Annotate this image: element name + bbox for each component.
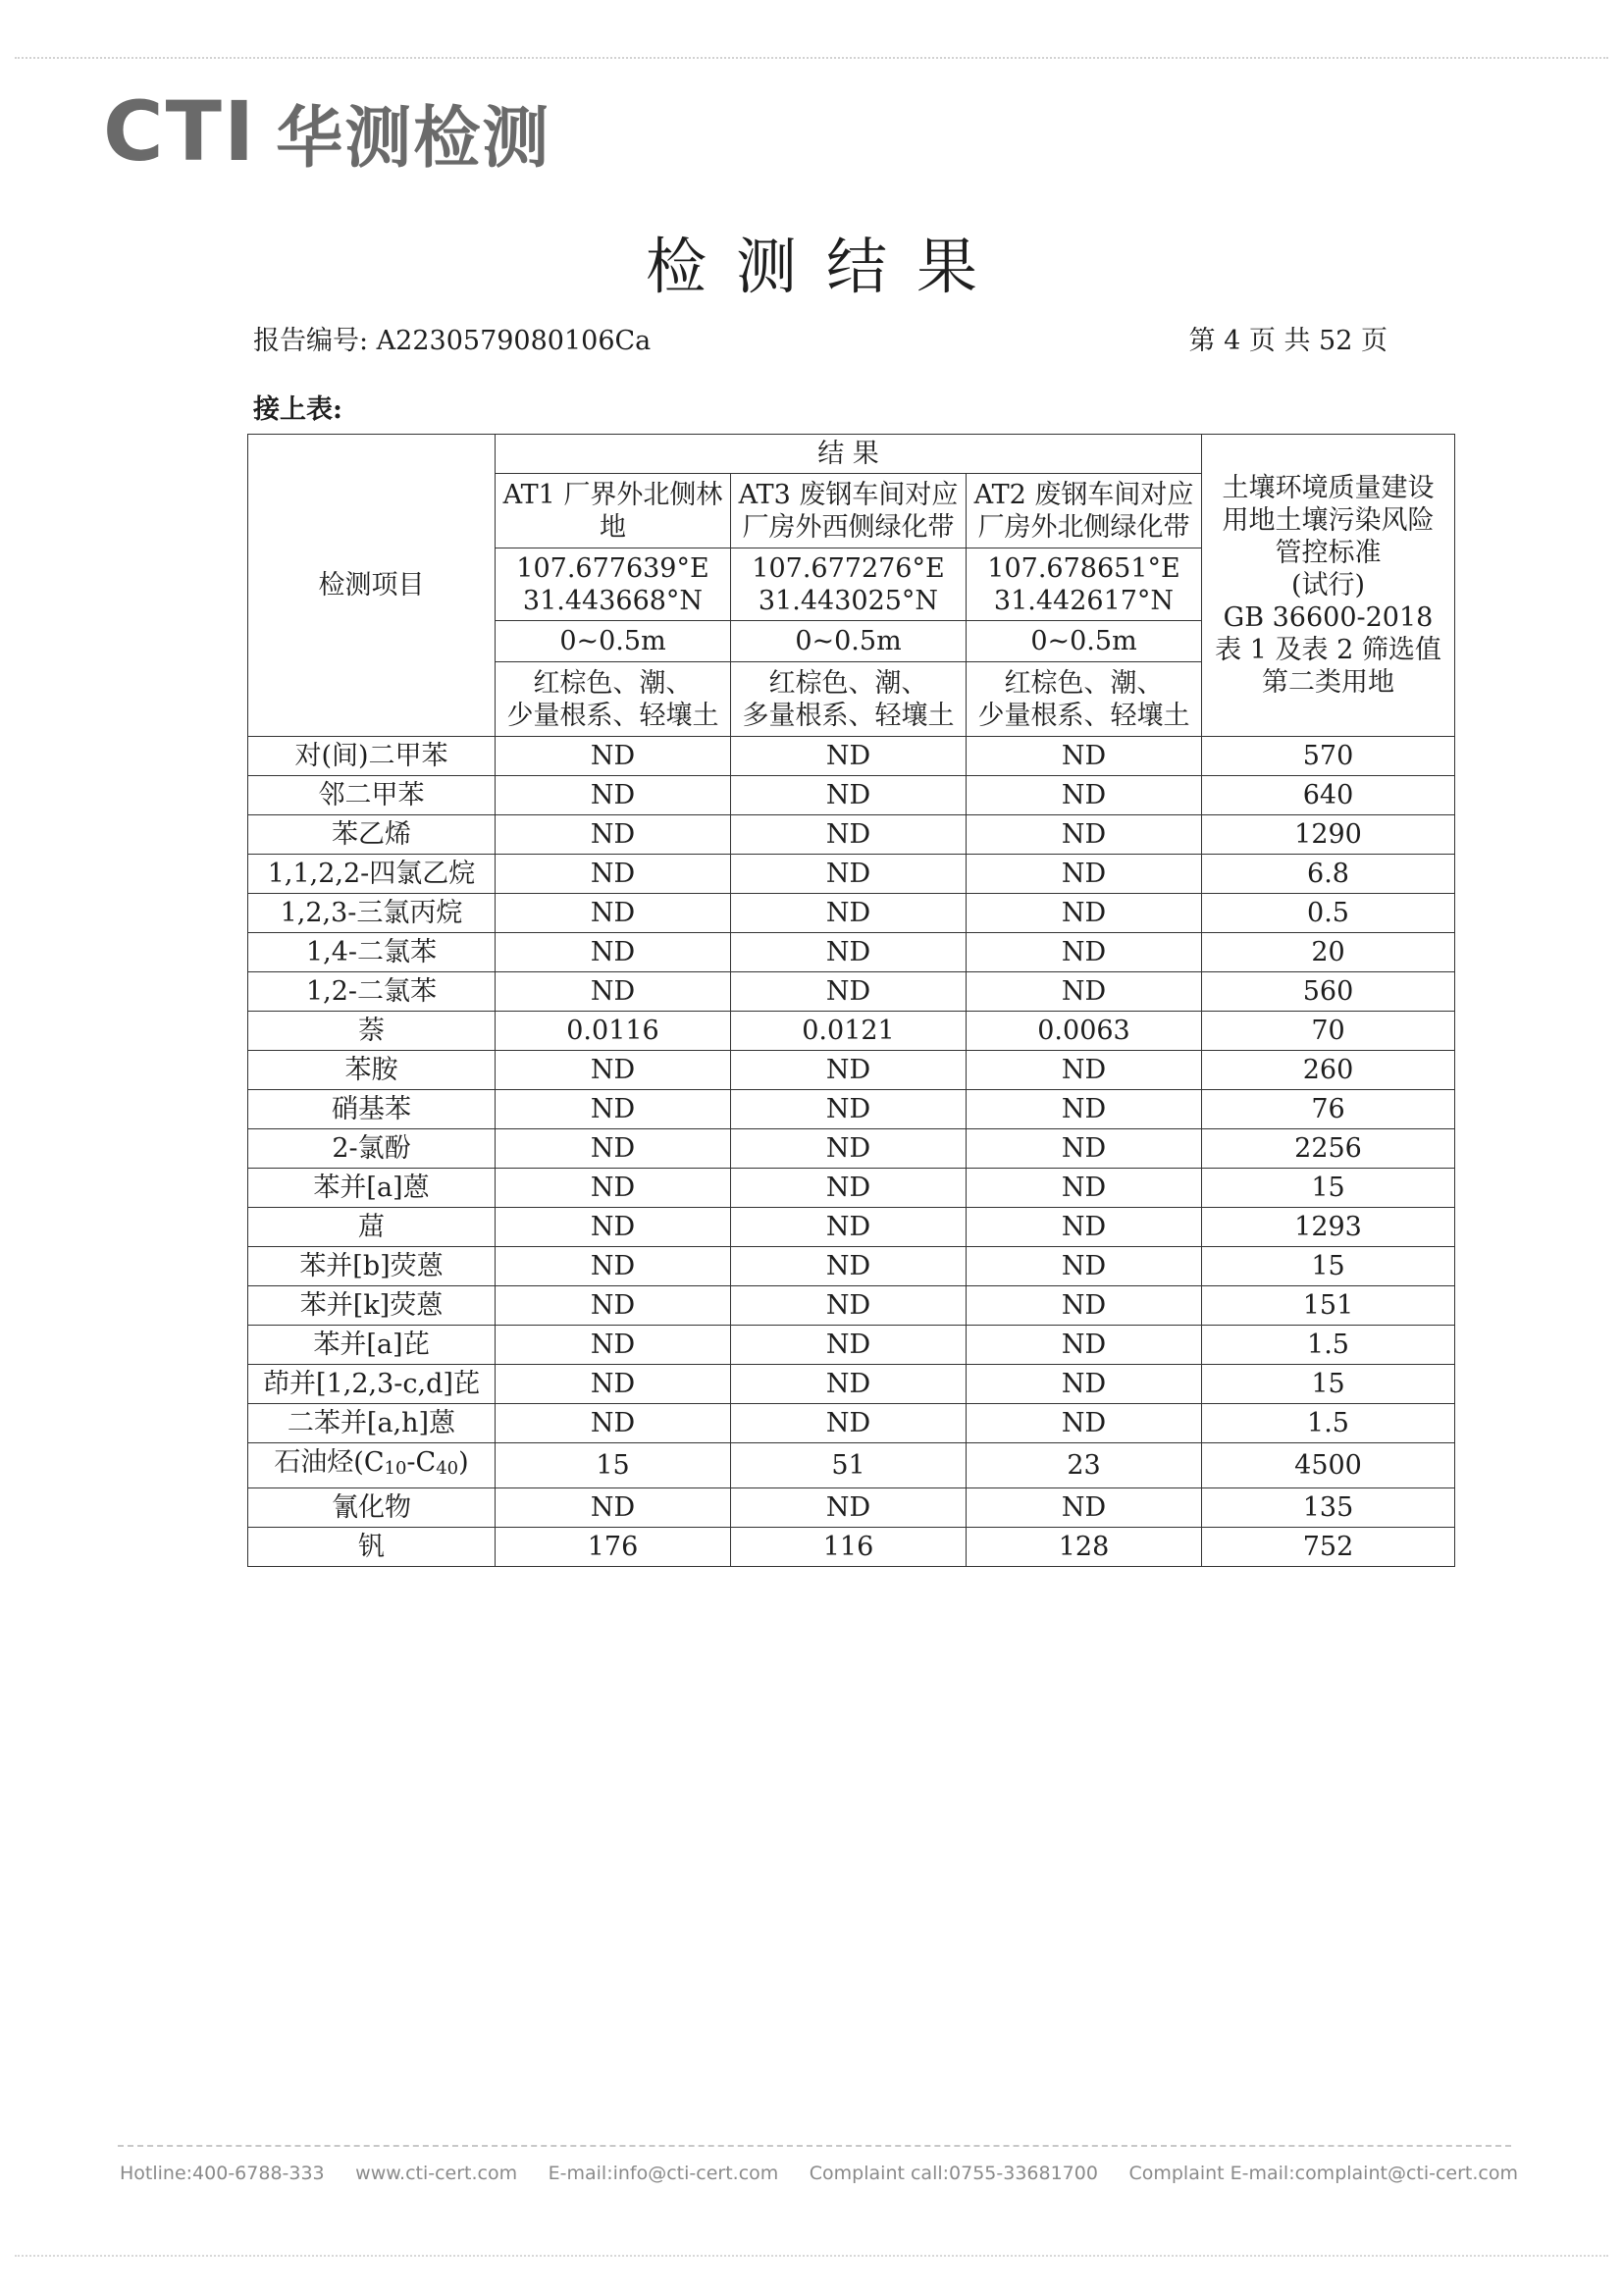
item-name: 茚并[1,2,3-c,d]芘 <box>248 1365 496 1404</box>
page-title: 检测结果 <box>645 231 1007 302</box>
result-value: ND <box>496 737 731 776</box>
standard-value: 752 <box>1202 1528 1455 1567</box>
result-value: ND <box>967 894 1202 933</box>
item-name: 苯并[b]荧蒽 <box>248 1247 496 1286</box>
footer-hotline: Hotline:400-6788-333 <box>120 2163 325 2184</box>
site-depth: 0~0.5m <box>731 621 967 662</box>
standard-value: 4500 <box>1202 1443 1455 1488</box>
result-value: ND <box>731 1286 967 1326</box>
table-row <box>248 1208 1455 1247</box>
site-description: 红棕色、潮、 少量根系、轻壤土 <box>496 662 731 737</box>
logo-cti-text: CTI <box>103 83 257 180</box>
logo-cn-text: 华测检测 <box>276 100 551 178</box>
item-name: 硝基苯 <box>248 1090 496 1129</box>
result-value: ND <box>496 1090 731 1129</box>
result-value: ND <box>967 1286 1202 1326</box>
item-name: 萘 <box>248 1012 496 1051</box>
result-value: ND <box>967 1208 1202 1247</box>
result-value: ND <box>731 894 967 933</box>
result-value: ND <box>731 1169 967 1208</box>
standard-value: 15 <box>1202 1169 1455 1208</box>
result-value: 0.0063 <box>967 1012 1202 1051</box>
result-value: ND <box>967 1404 1202 1443</box>
site-coords: 107.677639°E 31.443668°N <box>496 548 731 621</box>
result-value: 0.0116 <box>496 1012 731 1051</box>
standard-value: 1.5 <box>1202 1404 1455 1443</box>
standard-value: 640 <box>1202 776 1455 815</box>
page-number: 第 4 页 共 52 页 <box>1188 326 1387 356</box>
result-value: ND <box>731 855 967 894</box>
site-coords: 107.678651°E 31.442617°N <box>967 548 1202 621</box>
item-name: 2-氯酚 <box>248 1129 496 1169</box>
standard-value: 6.8 <box>1202 855 1455 894</box>
footer-divider <box>118 2145 1511 2147</box>
footer-complaint-call: Complaint call:0755-33681700 <box>809 2163 1098 2184</box>
standard-value: 70 <box>1202 1012 1455 1051</box>
result-value: ND <box>731 1365 967 1404</box>
table-row <box>248 1443 1455 1488</box>
item-name: 苯并[k]荧蒽 <box>248 1286 496 1326</box>
standard-value: 135 <box>1202 1488 1455 1528</box>
result-value: ND <box>967 855 1202 894</box>
item-name: 邻二甲苯 <box>248 776 496 815</box>
result-value: ND <box>496 1208 731 1247</box>
result-value: ND <box>731 1129 967 1169</box>
standard-value: 560 <box>1202 972 1455 1012</box>
result-value: ND <box>967 1169 1202 1208</box>
result-value: 51 <box>731 1443 967 1488</box>
results-header: 结 果 <box>496 435 1202 474</box>
result-value: ND <box>496 1404 731 1443</box>
result-value: ND <box>496 1247 731 1286</box>
item-name: 二苯并[a,h]蒽 <box>248 1404 496 1443</box>
result-value: ND <box>731 933 967 972</box>
company-logo <box>103 83 551 180</box>
result-value: ND <box>967 1090 1202 1129</box>
table-row <box>248 1365 1455 1404</box>
site-name: AT1 厂界外北侧林 地 <box>496 474 731 548</box>
standard-value: 1290 <box>1202 815 1455 855</box>
result-value: ND <box>496 1051 731 1090</box>
table-row <box>248 1286 1455 1326</box>
result-value: ND <box>496 776 731 815</box>
top-divider <box>15 57 1608 59</box>
table-row <box>248 1129 1455 1169</box>
result-value: ND <box>496 1286 731 1326</box>
standard-value: 76 <box>1202 1090 1455 1129</box>
result-value: 0.0121 <box>731 1012 967 1051</box>
result-value: ND <box>496 1365 731 1404</box>
result-value: ND <box>731 1326 967 1365</box>
item-name: 钒 <box>248 1528 496 1567</box>
result-value: 23 <box>967 1443 1202 1488</box>
result-value: 176 <box>496 1528 731 1567</box>
result-value: ND <box>496 972 731 1012</box>
table-row <box>248 1326 1455 1365</box>
result-value: ND <box>731 1208 967 1247</box>
result-value: ND <box>731 815 967 855</box>
result-value: ND <box>496 1129 731 1169</box>
standard-value: 260 <box>1202 1051 1455 1090</box>
result-value: ND <box>496 933 731 972</box>
table-row <box>248 855 1455 894</box>
site-depth: 0~0.5m <box>496 621 731 662</box>
item-name: 苯胺 <box>248 1051 496 1090</box>
item-header: 检测项目 <box>248 435 496 737</box>
standard-value: 151 <box>1202 1286 1455 1326</box>
result-value: ND <box>496 815 731 855</box>
footer-complaint-email: Complaint E-mail:complaint@cti-cert.com <box>1128 2163 1518 2184</box>
standard-value: 1293 <box>1202 1208 1455 1247</box>
site-depth: 0~0.5m <box>967 621 1202 662</box>
result-value: ND <box>967 1129 1202 1169</box>
item-name: 石油烃(C10-C40) <box>248 1443 496 1488</box>
table-row <box>248 815 1455 855</box>
result-value: ND <box>731 737 967 776</box>
table-row <box>248 1051 1455 1090</box>
site-name: AT3 废钢车间对应 厂房外西侧绿化带 <box>731 474 967 548</box>
report-number: 报告编号: A2230579080106Ca <box>253 326 652 356</box>
result-value: ND <box>731 776 967 815</box>
table-row <box>248 776 1455 815</box>
table-row <box>248 1528 1455 1567</box>
item-name: 苯并[a]蒽 <box>248 1169 496 1208</box>
result-value: ND <box>496 855 731 894</box>
standard-value: 15 <box>1202 1365 1455 1404</box>
standard-value: 1.5 <box>1202 1326 1455 1365</box>
result-value: ND <box>731 1247 967 1286</box>
result-value: ND <box>967 1326 1202 1365</box>
result-value: 116 <box>731 1528 967 1567</box>
table-row <box>248 933 1455 972</box>
item-name: 苯乙烯 <box>248 815 496 855</box>
item-name: 氰化物 <box>248 1488 496 1528</box>
table-row <box>248 737 1455 776</box>
result-value: ND <box>967 972 1202 1012</box>
standard-value: 2256 <box>1202 1129 1455 1169</box>
result-value: 15 <box>496 1443 731 1488</box>
result-value: ND <box>496 1326 731 1365</box>
result-value: ND <box>967 1051 1202 1090</box>
result-value: ND <box>967 776 1202 815</box>
site-description: 红棕色、潮、 少量根系、轻壤土 <box>967 662 1202 737</box>
continued-label: 接上表: <box>253 394 342 425</box>
item-name: 对(间)二甲苯 <box>248 737 496 776</box>
site-coords: 107.677276°E 31.443025°N <box>731 548 967 621</box>
result-value: ND <box>496 1169 731 1208</box>
result-value: ND <box>967 933 1202 972</box>
site-description: 红棕色、潮、 多量根系、轻壤土 <box>731 662 967 737</box>
result-value: 128 <box>967 1528 1202 1567</box>
table-row <box>248 1247 1455 1286</box>
result-value: ND <box>731 1051 967 1090</box>
result-value: ND <box>731 1404 967 1443</box>
standard-value: 15 <box>1202 1247 1455 1286</box>
result-value: ND <box>967 1488 1202 1528</box>
bottom-divider <box>15 2255 1608 2257</box>
result-value: ND <box>731 1090 967 1129</box>
footer <box>120 2163 1518 2184</box>
site-name: AT2 废钢车间对应 厂房外北侧绿化带 <box>967 474 1202 548</box>
result-value: ND <box>731 1488 967 1528</box>
table-row <box>248 1488 1455 1528</box>
result-value: ND <box>496 1488 731 1528</box>
footer-website: www.cti-cert.com <box>355 2163 518 2184</box>
result-value: ND <box>967 815 1202 855</box>
table-row <box>248 1012 1455 1051</box>
table-row <box>248 894 1455 933</box>
table-row <box>248 1090 1455 1129</box>
item-name: 1,2-二氯苯 <box>248 972 496 1012</box>
result-value: ND <box>967 1365 1202 1404</box>
results-table <box>247 434 1455 1567</box>
result-value: ND <box>731 972 967 1012</box>
item-name: 1,1,2,2-四氯乙烷 <box>248 855 496 894</box>
table-row <box>248 1169 1455 1208</box>
item-name: 苯并[a]芘 <box>248 1326 496 1365</box>
standard-header: 土壤环境质量建设 用地土壤污染风险 管控标准 (试行) GB 36600-2018 表 1 及表 2 筛选值 第二类用地 <box>1202 435 1455 737</box>
result-value: ND <box>967 1247 1202 1286</box>
standard-value: 20 <box>1202 933 1455 972</box>
item-name: 䓛 <box>248 1208 496 1247</box>
item-name: 1,4-二氯苯 <box>248 933 496 972</box>
standard-value: 570 <box>1202 737 1455 776</box>
result-value: ND <box>496 894 731 933</box>
table-row <box>248 1404 1455 1443</box>
standard-value: 0.5 <box>1202 894 1455 933</box>
footer-email: E-mail:info@cti-cert.com <box>548 2163 779 2184</box>
table-row <box>248 972 1455 1012</box>
result-value: ND <box>967 737 1202 776</box>
item-name: 1,2,3-三氯丙烷 <box>248 894 496 933</box>
